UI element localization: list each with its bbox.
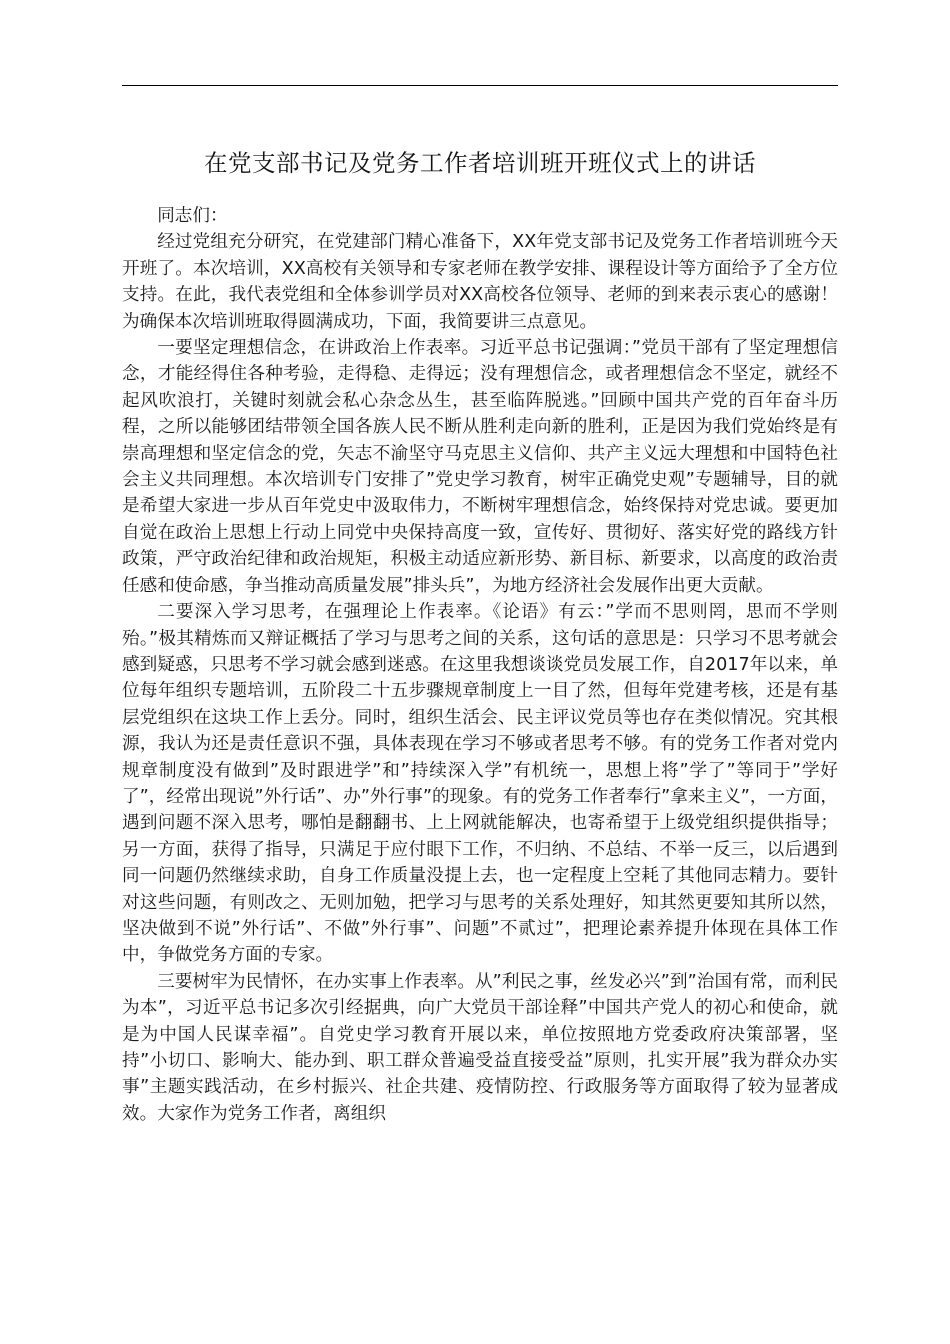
paragraph-point-two: 二要深入学习思考，在强理论上作表率。《论语》有云：”学而不思则罔，思而不学则殆。”极其精炼而又辩证概括了学习与思考之间的关系，这句话的意思是：只学习不思考就会感到疑惑，只思考不学习就会感到迷惑。在这里我想谈谈党员发展工作，自2017年以来，单位每年组织专题培训，五阶段二十五步骤规章制度上一目了然，但每年党建考核，还是有基层党组织在这块工作上丢分。同时，组织生活会、民主评议党员等也存在类似情况。究其根源，我认为还是责任意识不强，具体表现在学习不够或者思考不够。有的党务工作者对党内规章制度没有做到”及时跟进学”和”持续深入学”有机统一，思想上将”学了”等同于”学好了”，经常出现说”外行话”、办”外行事”的现象。有的党务工作者奉行”拿来主义”，一方面，遇到问题不深入思考，哪怕是翻翻书、上上网就能解决，也寄希望于上级党组织提供指导；另一方面，获得了指导，只满足于应付眼下工作，不归纳、不总结、不举一反三，以后遇到同一问题仍然继续求助，自身工作质量没提上去，也一定程度上空耗了其他同志精力。要针对这些问题，有则改之、无则加勉，把学习与思考的关系处理好，知其然更要知其所以然，坚决做到不说”外行话”、不做”外行事”、问题”不贰过”，把理论素养提升体现在具体工作中，争做党务方面的专家。 [122, 602, 838, 966]
paragraph-intro: 经过党组充分研究，在党建部门精心准备下，XX年党支部书记及党务工作者培训班今天开班了。本次培训，XX高校有关领导和专家老师在教学安排、课程设计等方面给予了全方位支持。在此，我代表党组和全体参训学员对XX高校各位领导、老师的到来表示衷心的感谢！为确保本次培训班取得圆满成功，下面，我简要讲三点意见。 [122, 232, 838, 332]
paragraph-point-three: 三要树牢为民情怀，在办实事上作表率。从”利民之事，丝发必兴”到”治国有常，而利民为本”，习近平总书记多次引经据典，向广大党员干部诠释”中国共产党人的初心和使命，就是为中国人民谋幸福”。自党史学习教育开展以来，单位按照地方党委政府决策部署，坚持”小切口、影响大、能办到、职工群众普遍受益直接受益”原则，扎实开展”我为群众办实事”主题实践活动，在乡村振兴、社企共建、疫情防控、行政服务等方面取得了较为显著成效。大家作为党务工作者，离组织 [122, 971, 838, 1124]
paragraph-point-one: 一要坚定理想信念，在讲政治上作表率。习近平总书记强调：”党员干部有了坚定理想信念，才能经得住各种考验，走得稳、走得远；没有理想信念，或者理想信念不坚定，就经不起风吹浪打，关键时刻就会私心杂念丛生，甚至临阵脱逃。”回顾中国共产党的百年奋斗历程，之所以能够团结带领全国各族人民不断从胜利走向新的胜利，正是因为我们党始终是有崇高理想和坚定信念的党，矢志不渝坚守马克思主义信仰、共产主义远大理想和中国特色社会主义共同理想。本次培训专门安排了”党史学习教育，树牢正确党史观”专题辅导，目的就是希望大家进一步从百年党史中汲取伟力，不断树牢理想信念，始终保持对党忠诚。要更加自觉在政治上思想上行动上同党中央保持高度一致，宣传好、贯彻好、落实好党的路线方针政策，严守政治纪律和政治规矩，积极主动适应新形势、新目标、新要求，以高度的政治责任感和使命感，争当推动高质量发展”排头兵”，为地方经济社会发展作出更大贡献。 [122, 338, 838, 596]
salutation: 同志们： [157, 206, 228, 226]
document-title: 在党支部书记及党务工作者培训班开班仪式上的讲话 [204, 149, 756, 177]
header-rule [122, 85, 838, 86]
document-body [122, 203, 838, 1127]
